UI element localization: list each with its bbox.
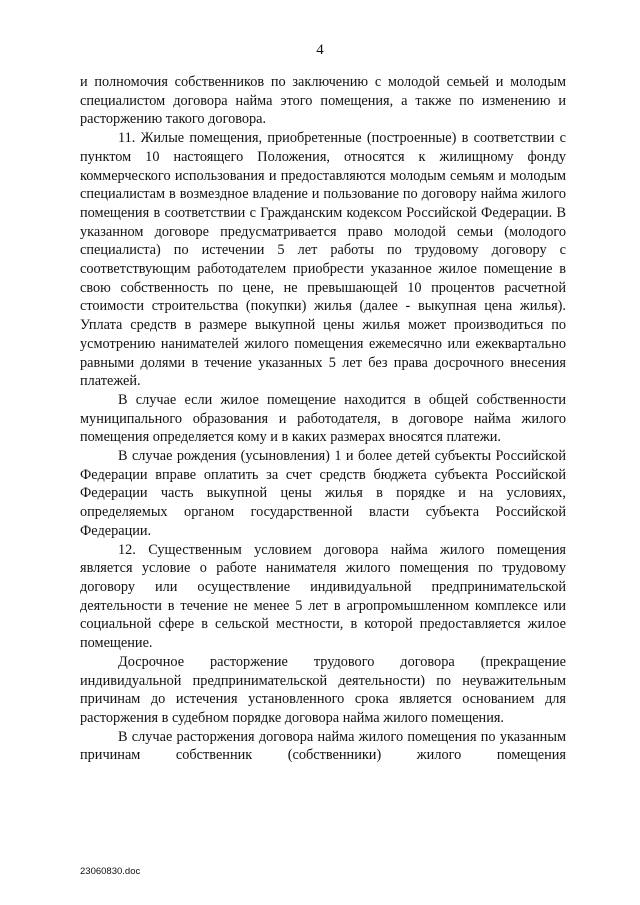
paragraph-shared-ownership: В случае если жилое помещение находится в общей собственности муниципального образования и работодателя, в договоре найма жилого помещения определяется кому и в каких размерах вносятся платежи.	[80, 391, 566, 446]
paragraph-termination-consequence: В случае расторжения договора найма жилого помещения по указанным причинам собственник (собственники) жилого помещения	[80, 728, 566, 764]
paragraph-continuation: и полномочия собственников по заключению с молодой семьей и молодым специалистом договора найма этого помещения, а также по изменению и расторжению такого договора.	[80, 74, 566, 128]
document-body	[80, 73, 566, 765]
paragraph-clause-11: 11. Жилые помещения, приобретенные (построенные) в соответствии с пунктом 10 настоящего Положения, относятся к жилищному фонду коммерческого использования и предоставляются молодым семьям и молодым специалистам в возмездное владение и пользование по договору найма жилого помещения в соответствии с Гражданским кодексом Российской Федерации. В указанном договоре предусматривается право молодой семьи (молодого специалиста) по истечении 5 лет работы по трудовому договору с соответствующим работодателем приобрести указанное жилое помещение в свою собственность по цене, не превышающей 10 процентов расчетной стоимости строительства (покупки) жилья (далее - выкупная цена жилья). Уплата средств в размере выкупной цены жилья может производиться по усмотрению нанимателей жилого помещения ежемесячно или ежеквартально равными долями в течение указанных 5 лет без права досрочного внесения платежей.	[80, 130, 566, 390]
paragraph-clause-12: 12. Существенным условием договора найма жилого помещения является условие о работе нанимателя жилого помещения по трудовому договору или осуществление индивидуальной предпринимательской деятельности в течение не менее 5 лет в агропромышленном комплексе или социальной сфере в сельской местности, в которой предоставляется жилое помещение.	[80, 541, 566, 652]
page-number: 4	[316, 42, 324, 58]
file-name-footer: 23060830.doc	[80, 866, 141, 877]
paragraph-child-birth: В случае рождения (усыновления) 1 и более детей субъекты Российской Федерации вправе оплатить за счет средств бюджета субъекта Российской Федерации часть выкупной цены жилья в порядке и на условиях, определяемых органом государственной власти субъекта Российской Федерации.	[80, 448, 566, 539]
paragraph-early-termination: Досрочное расторжение трудового договора (прекращение индивидуальной предпринимательской деятельности) по неуважительным причинам до истечения установленного срока является основанием для расторжения в судебном порядке договора найма жилого помещения.	[80, 653, 566, 726]
